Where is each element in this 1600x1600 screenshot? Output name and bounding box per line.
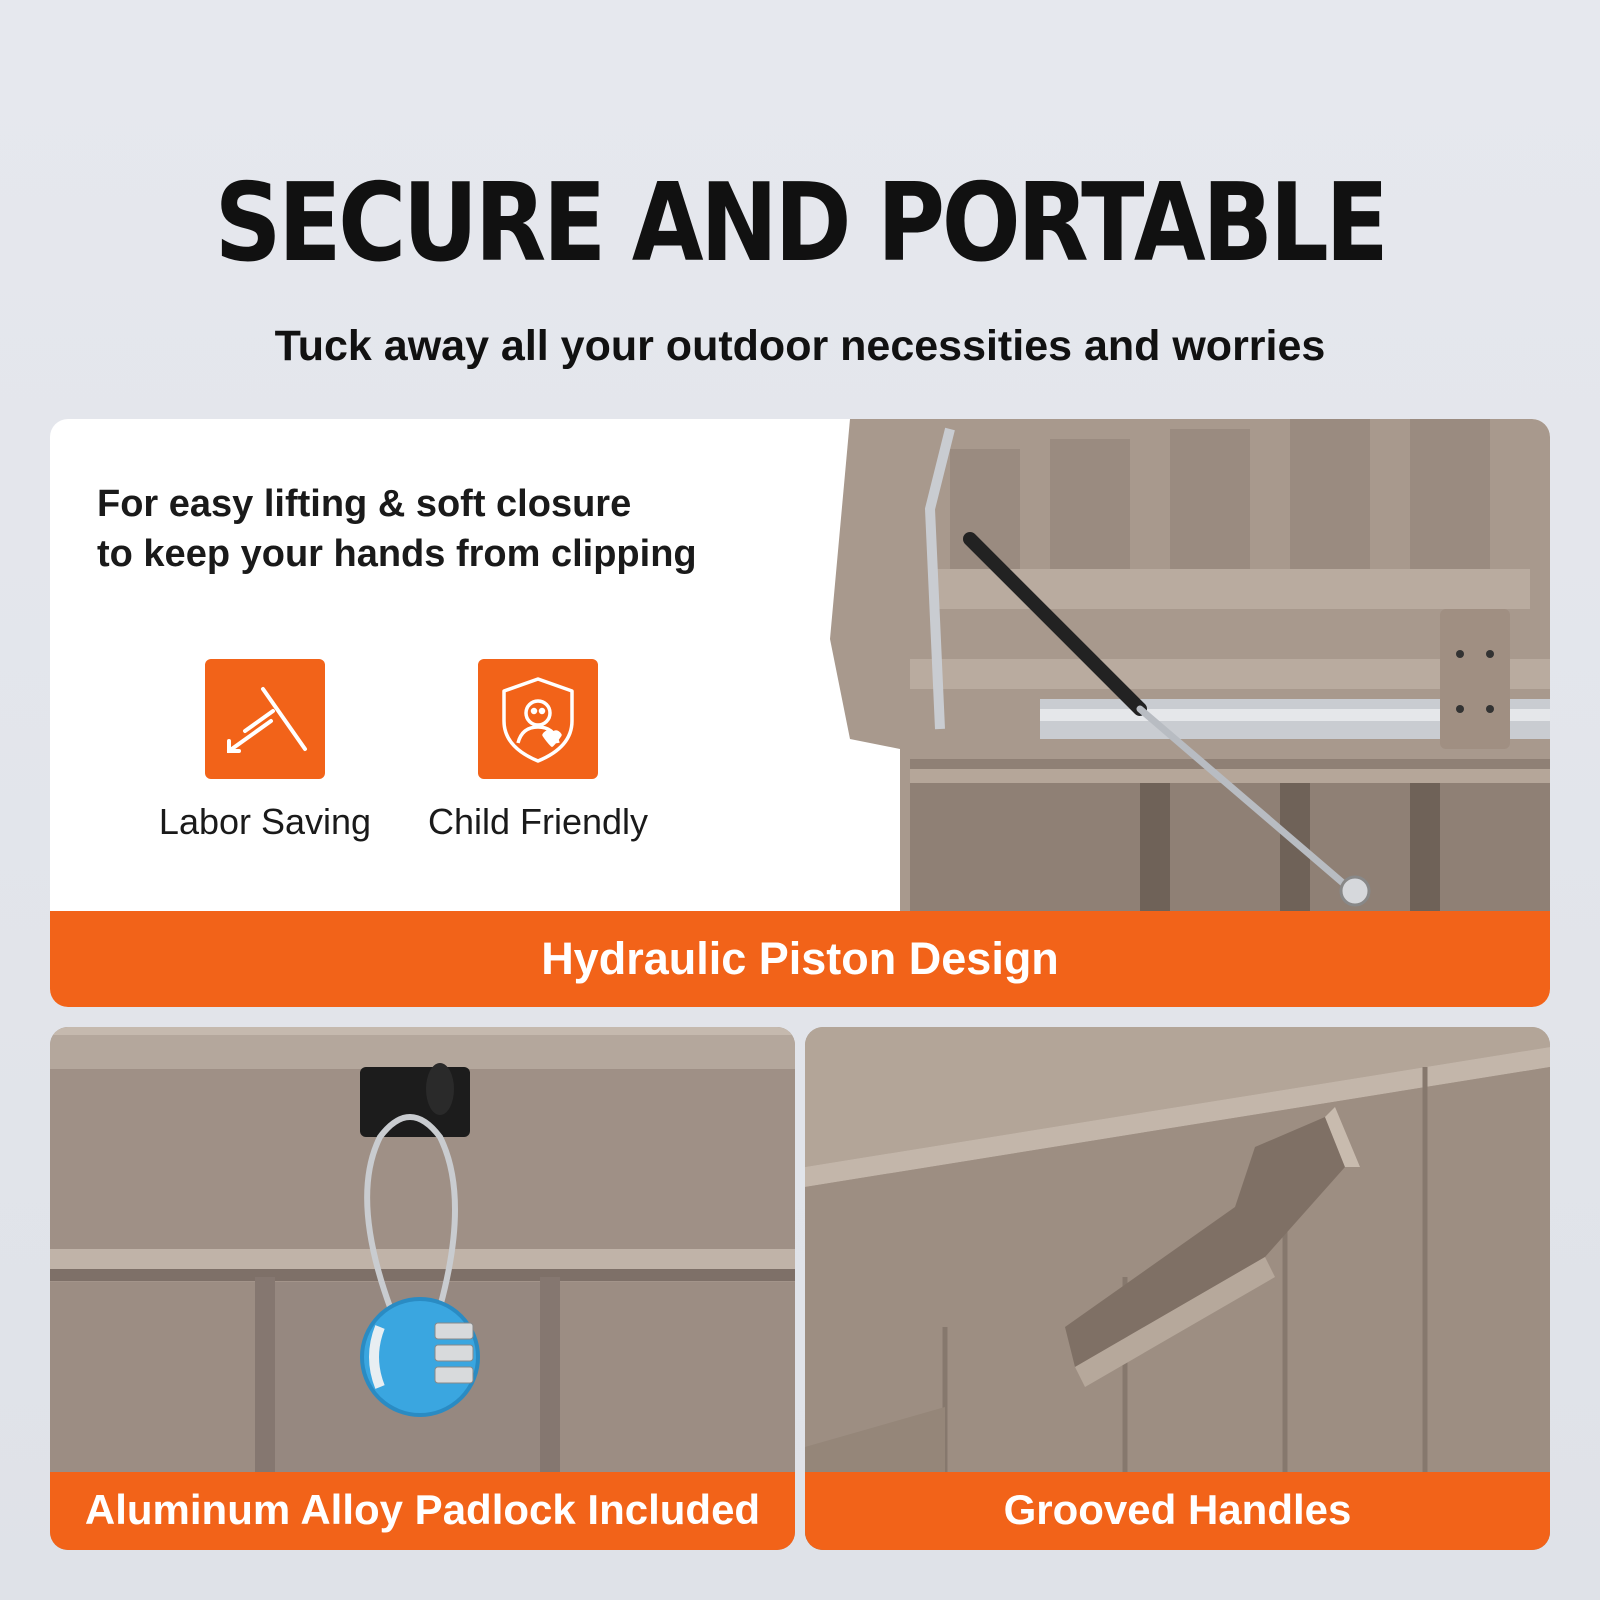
page-title: SECURE AND PORTABLE — [214, 161, 1386, 286]
hydraulic-banner: Hydraulic Piston Design — [50, 911, 1550, 1007]
feature-labor-saving — [130, 659, 400, 843]
handles-panel — [805, 1027, 1550, 1550]
child-friendly-label: Child Friendly — [427, 801, 649, 842]
description-line-1: For easy lifting & soft closure — [97, 483, 632, 525]
feature-child-friendly — [403, 659, 673, 843]
page-subtitle: Tuck away all your outdoor necessities and worries — [274, 322, 1326, 370]
padlock-banner: Aluminum Alloy Padlock Included — [50, 1472, 795, 1550]
handles-banner: Grooved Handles — [805, 1472, 1550, 1550]
padlock-panel — [50, 1027, 795, 1550]
hydraulic-panel — [50, 419, 1550, 1007]
labor-saving-label: Labor Saving — [158, 801, 372, 842]
hydraulic-description — [97, 479, 697, 579]
labor-saving-icon — [205, 659, 325, 779]
child-friendly-icon — [478, 659, 598, 779]
description-line-2: to keep your hands from clipping — [97, 533, 697, 575]
lid-piston-photo — [810, 419, 1550, 911]
